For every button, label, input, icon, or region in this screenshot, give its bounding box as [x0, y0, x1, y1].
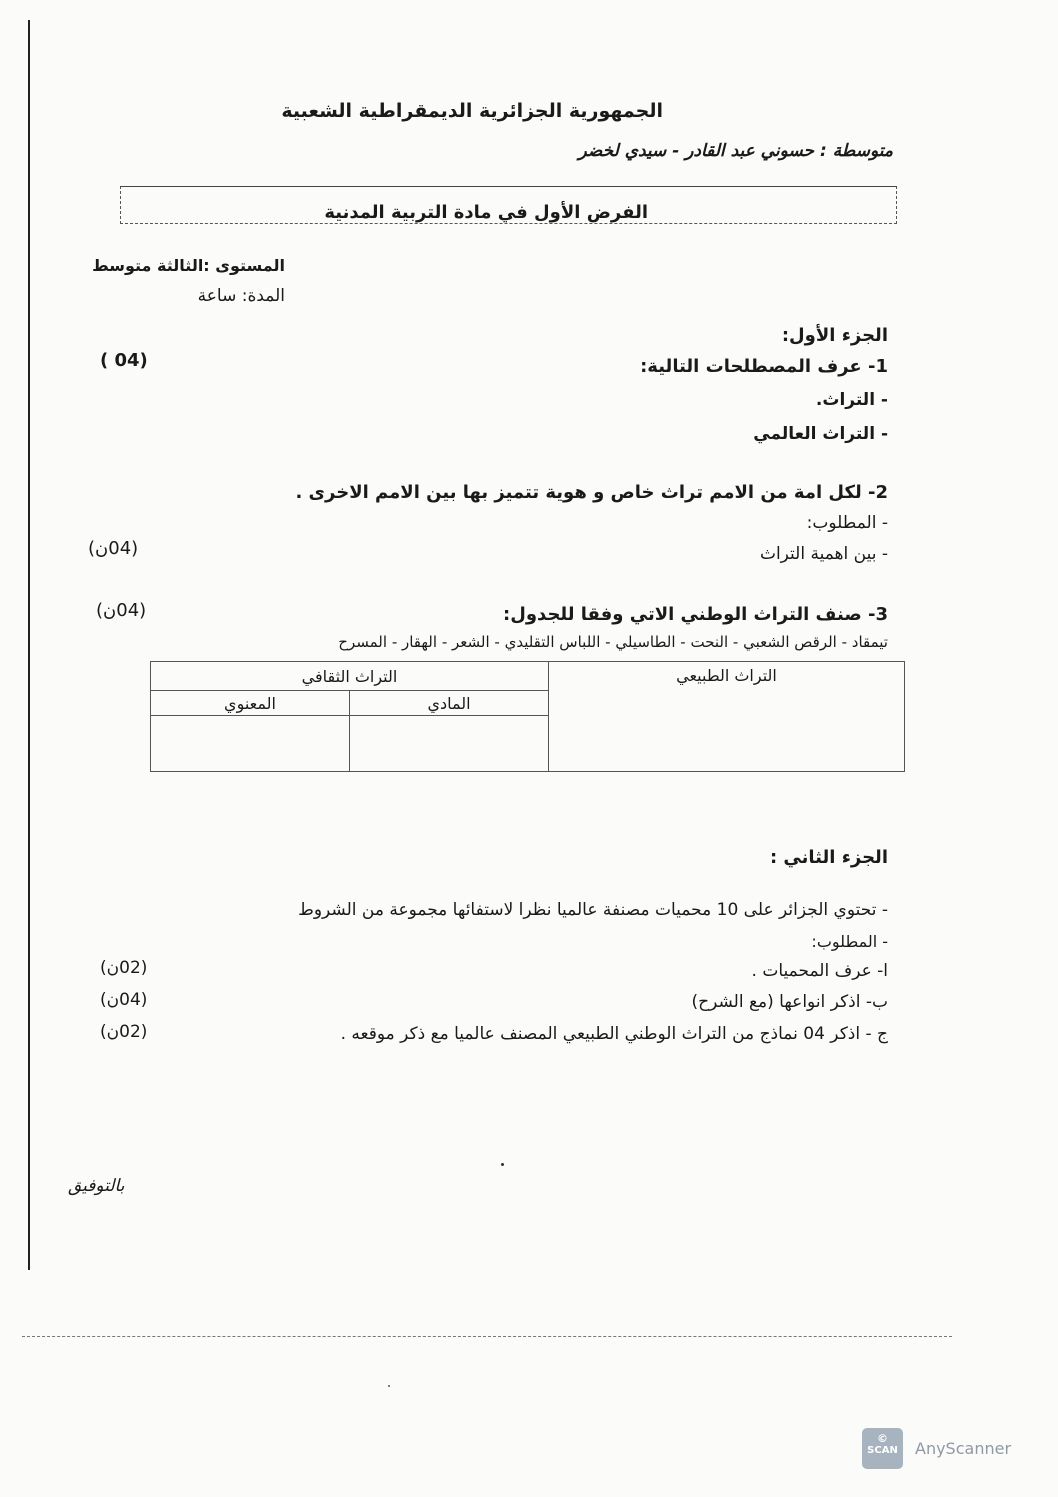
question2-required: - المطلوب: [806, 513, 888, 533]
table-header-moral: المعنوي [151, 691, 350, 716]
table-header-natural: التراث الطبيعي [549, 662, 905, 772]
table-header-material: المادي [350, 691, 549, 716]
table-cell-material-answer [350, 716, 549, 772]
table-header-cultural: التراث الثقافي [151, 662, 549, 691]
school-name: متوسطة : حسوني عبد القادر - سيدي لخضر [578, 141, 893, 161]
exam-level: المستوى :الثالثة متوسط [92, 256, 285, 275]
exam-duration: المدة: ساعة [197, 286, 285, 306]
question2-score: (04ن) [88, 538, 139, 559]
scan-speck [501, 1163, 504, 1166]
part1-heading: الجزء الأول: [781, 325, 888, 346]
copyright-icon: © [877, 1432, 888, 1445]
question1-score: ( 04) [100, 350, 148, 371]
part2-required: - المطلوب: [811, 932, 888, 951]
question1-term: - التراث العالمي [753, 424, 888, 444]
question3-text: 3- صنف التراث الوطني الاتي وفقا للجدول: [503, 604, 888, 625]
scan-speck [388, 1385, 390, 1387]
part2-question-b-score: (04ن) [100, 990, 148, 1010]
part2-heading: الجزء الثاني : [769, 847, 888, 868]
table-cell-moral-answer [151, 716, 350, 772]
question2-text: 2- لكل امة من الامم تراث خاص و هوية تتميز بها بين الامم الاخرى . [295, 482, 888, 503]
part2-question-b: ب- اذكر انواعها (مع الشرح) [691, 992, 888, 1012]
part2-question-c: ج - اذكر 04 نماذج من التراث الوطني الطبيعي المصنف عالميا مع ذكر موقعه . [340, 1024, 888, 1044]
question1-term: - التراث. [815, 390, 888, 410]
republic-header: الجمهورية الجزائرية الديمقراطية الشعبية [281, 100, 663, 122]
anyscanner-logo [862, 1428, 903, 1469]
part2-text: - تحتوي الجزائر على 10 محميات مصنفة عالميا نظرا لاستفائها مجموعة من الشروط [298, 900, 888, 920]
anyscanner-name: AnyScanner [915, 1439, 1012, 1458]
question3-items: تيمقاد - الرقص الشعبي - النحت - الطاسيلي - اللباس التقليدي - الشعر - الهقار - المسرح [338, 633, 888, 651]
heritage-classification-table [150, 661, 905, 772]
part2-question-a-score: (02ن) [100, 958, 148, 978]
part2-question-c-score: (02ن) [100, 1022, 148, 1042]
question1-text: 1- عرف المصطلحات التالية: [640, 356, 888, 377]
logo-text: SCAN [867, 1445, 898, 1456]
margin-rule [28, 20, 30, 1270]
closing-text: بالتوفيق [68, 1176, 125, 1196]
question3-score: (04ن) [96, 600, 147, 621]
bottom-rule [22, 1336, 952, 1337]
question2-task: - بين اهمية التراث [759, 544, 888, 564]
exam-title: الفرض الأول في مادة التربية المدنية [324, 202, 648, 223]
part2-question-a: ا- عرف المحميات . [751, 961, 888, 981]
